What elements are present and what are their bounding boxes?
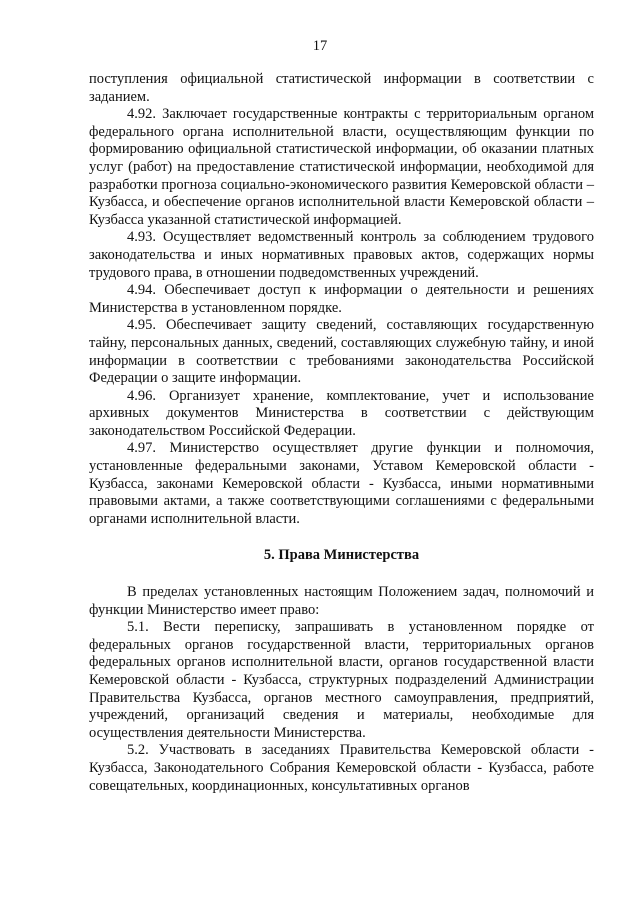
paragraph-intro: В пределах установленных настоящим Положением задач, полномочий и функции Министерство имеет право: bbox=[89, 584, 594, 618]
page-number: 17 bbox=[312, 38, 328, 54]
paragraph-p495: 4.95. Обеспечивает защиту сведений, составляющих государственную тайну, персональных данных, сведений, составляющих служебную тайну, и иной информации в соответствии с требованиями законодательства Российской Федерации о защите информации. bbox=[89, 317, 594, 387]
paragraph-cont: поступления официальной статистической информации в соответствии с заданием. bbox=[89, 71, 594, 105]
section-heading: 5. Права Министерства bbox=[263, 547, 420, 564]
paragraph-p492: 4.92. Заключает государственные контракты с территориальным органом федерального органа исполнительной власти, осуществляющим функции по формированию официальной статистической информации, об оказании платных услуг (работ) на предоставление статистической информации, необходимой для разработки прогноза социально-экономического развития Кемеровской области – Кузбасса, и обеспечение органов исполнительной власти Кемеровской области – Кузбасса указанной статистической информацией. bbox=[89, 106, 594, 228]
paragraph-p497: 4.97. Министерство осуществляет другие функции и полномочия, установленные федеральными законами, Уставом Кемеровской области - Кузбасса, законами Кемеровской области - Кузбасса, иными нормативными правовыми актами, а также соответствующими соглашениями с федеральными органами исполнительной власти. bbox=[89, 440, 594, 527]
paragraph-p51: 5.1. Вести переписку, запрашивать в установленном порядке от федеральных органов государственной власти, территориальных органов федеральных органов исполнительной власти, органов государственной власти Кемеровской области - Кузбасса, структурных подразделений Администрации Правительства Кузбасса, органов местного самоуправления, предприятий, учреждений, организаций сведения и материалы, необходимые для осуществления деятельности Министерства. bbox=[89, 619, 594, 741]
document-body bbox=[89, 71, 594, 795]
paragraph-p52: 5.2. Участвовать в заседаниях Правительства Кемеровской области - Кузбасса, Законодательного Собрания Кемеровской области - Кузбасса, работе совещательных, координационных, консультативных органов bbox=[89, 742, 594, 794]
paragraph-p493: 4.93. Осуществляет ведомственный контроль за соблюдением трудового законодательства и иных нормативных правовых актов, содержащих нормы трудового права, в отношении подведомственных учреждений. bbox=[89, 229, 594, 281]
section-5-body bbox=[89, 584, 594, 795]
section-4-continuation bbox=[89, 71, 594, 528]
paragraph-p496: 4.96. Организует хранение, комплектование, учет и использование архивных документов Министерства в соответствии с действующим законодательством Российской Федерации. bbox=[89, 387, 594, 439]
paragraph-p494: 4.94. Обеспечивает доступ к информации о деятельности и решениях Министерства в установленном порядке. bbox=[89, 282, 594, 316]
